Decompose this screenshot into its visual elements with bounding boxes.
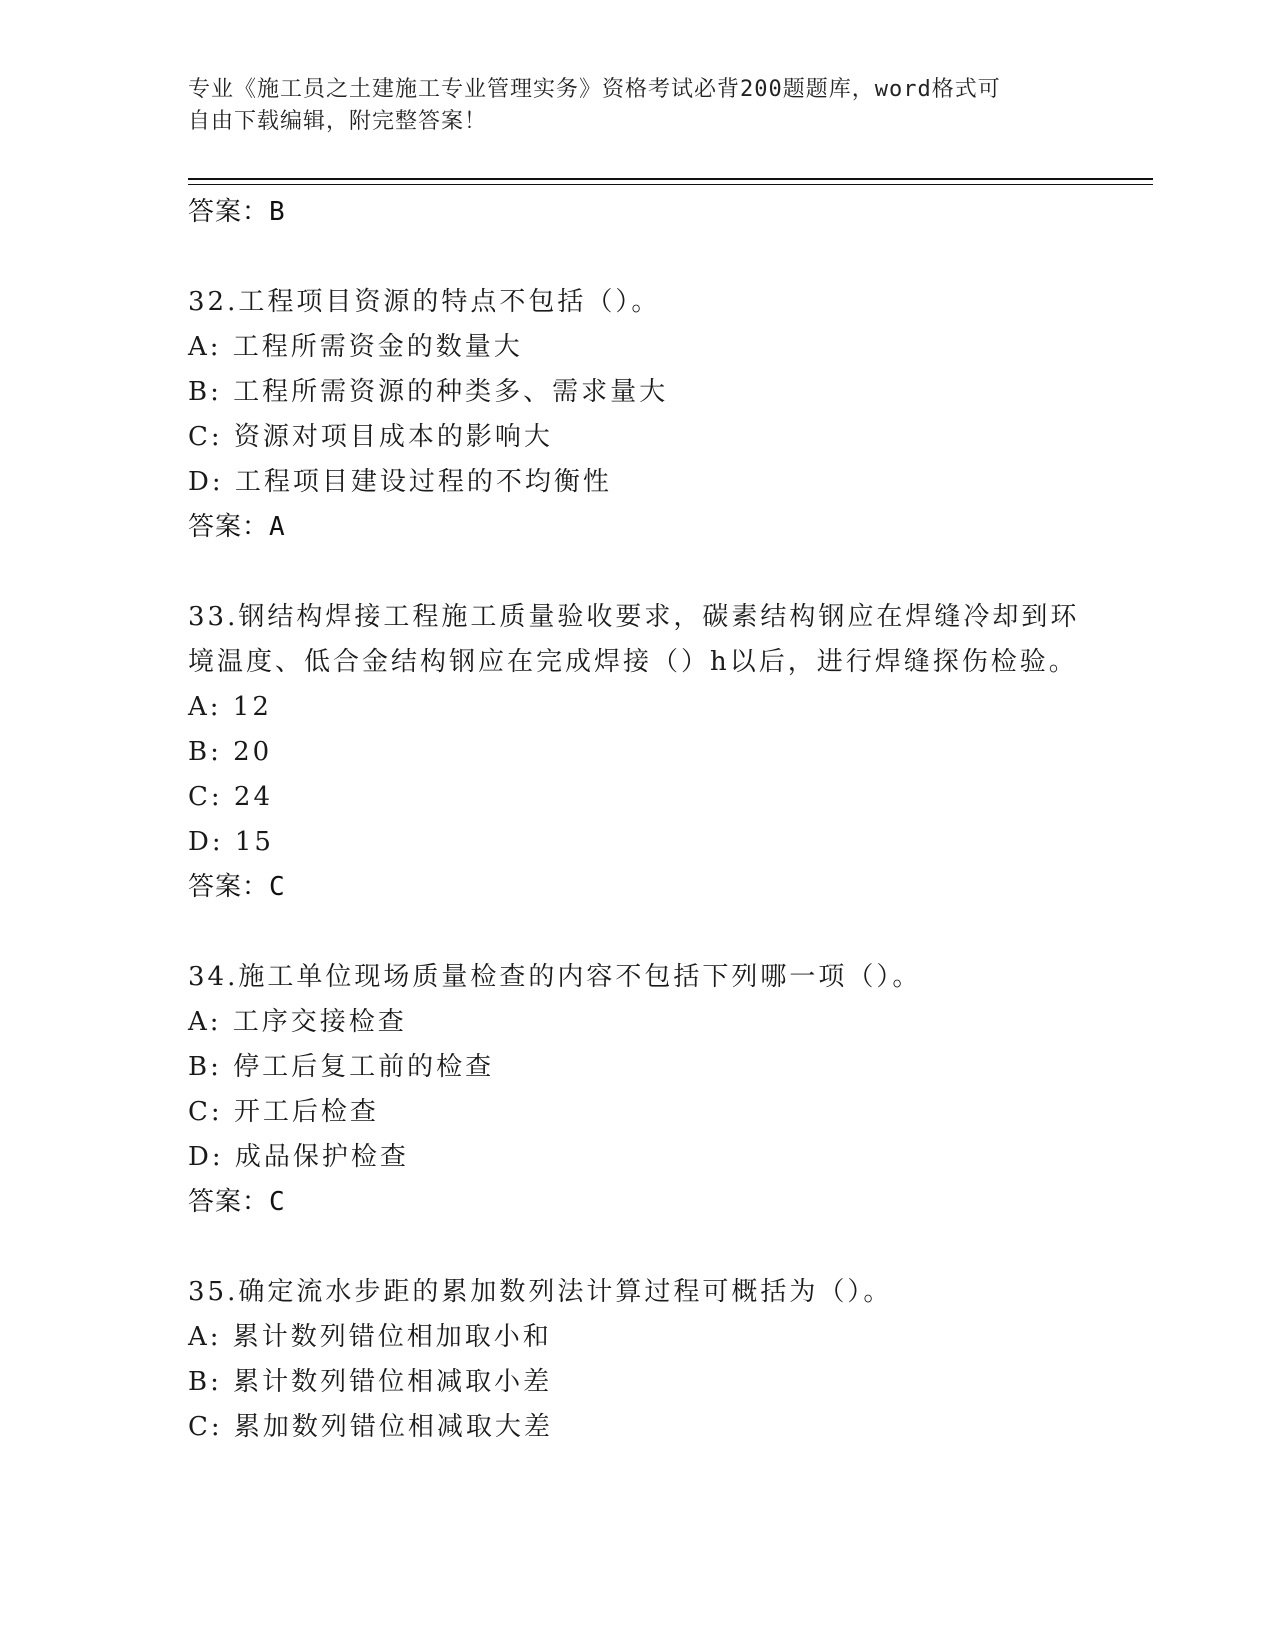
option-c: C: 开工后检查: [188, 1097, 379, 1127]
option-a: A: 工程所需资金的数量大: [188, 332, 523, 362]
question-33: [188, 595, 1088, 910]
answer-label: 答案：A: [188, 512, 286, 542]
answer-label: 答案：C: [188, 872, 286, 902]
question-34: [188, 955, 1088, 1225]
option-c: C: 24: [188, 782, 274, 812]
option-a: A: 工序交接检查: [188, 1007, 407, 1037]
header-rule-thin: [188, 184, 1153, 185]
answer-label: 答案：C: [188, 1187, 286, 1217]
question-text: 35.确定流水步距的累加数列法计算过程可概括为（）。: [188, 1277, 893, 1307]
answer-label: 答案：B: [188, 197, 286, 227]
option-b: B: 累计数列错位相减取小差: [188, 1367, 553, 1397]
option-a: A: 累计数列错位相加取小和: [188, 1322, 552, 1352]
option-c: C: 累加数列错位相减取大差: [188, 1412, 553, 1442]
question-text: 34.施工单位现场质量检查的内容不包括下列哪一项（）。: [188, 962, 922, 992]
option-c: C: 资源对项目成本的影响大: [188, 422, 553, 452]
option-d: D: 成品保护检查: [188, 1142, 409, 1172]
question-text: 33.钢结构焊接工程施工质量验收要求，碳素结构钢应在焊缝冷却到环境温度、低合金结构钢应在完成焊接（）h以后，进行焊缝探伤检验。: [188, 602, 1080, 677]
document-header: [188, 74, 1068, 138]
header-line-1: 专业《施工员之土建施工专业管理实务》资格考试必背200题题库，word格式可: [188, 77, 1001, 102]
option-b: B: 20: [188, 737, 273, 767]
option-d: D: 工程项目建设过程的不均衡性: [188, 467, 612, 497]
question-35: [188, 1270, 1088, 1450]
header-line-2: 自由下载编辑，附完整答案！: [188, 109, 488, 134]
option-b: B: 停工后复工前的检查: [188, 1052, 495, 1082]
option-d: D: 15: [188, 827, 274, 857]
question-text: 32.工程项目资源的特点不包括（）。: [188, 287, 661, 317]
question-32: [188, 280, 1088, 550]
option-a: A: 12: [188, 692, 272, 722]
header-rule-thick: [188, 178, 1153, 180]
option-b: B: 工程所需资源的种类多、需求量大: [188, 377, 669, 407]
question-list: [188, 190, 1088, 1450]
